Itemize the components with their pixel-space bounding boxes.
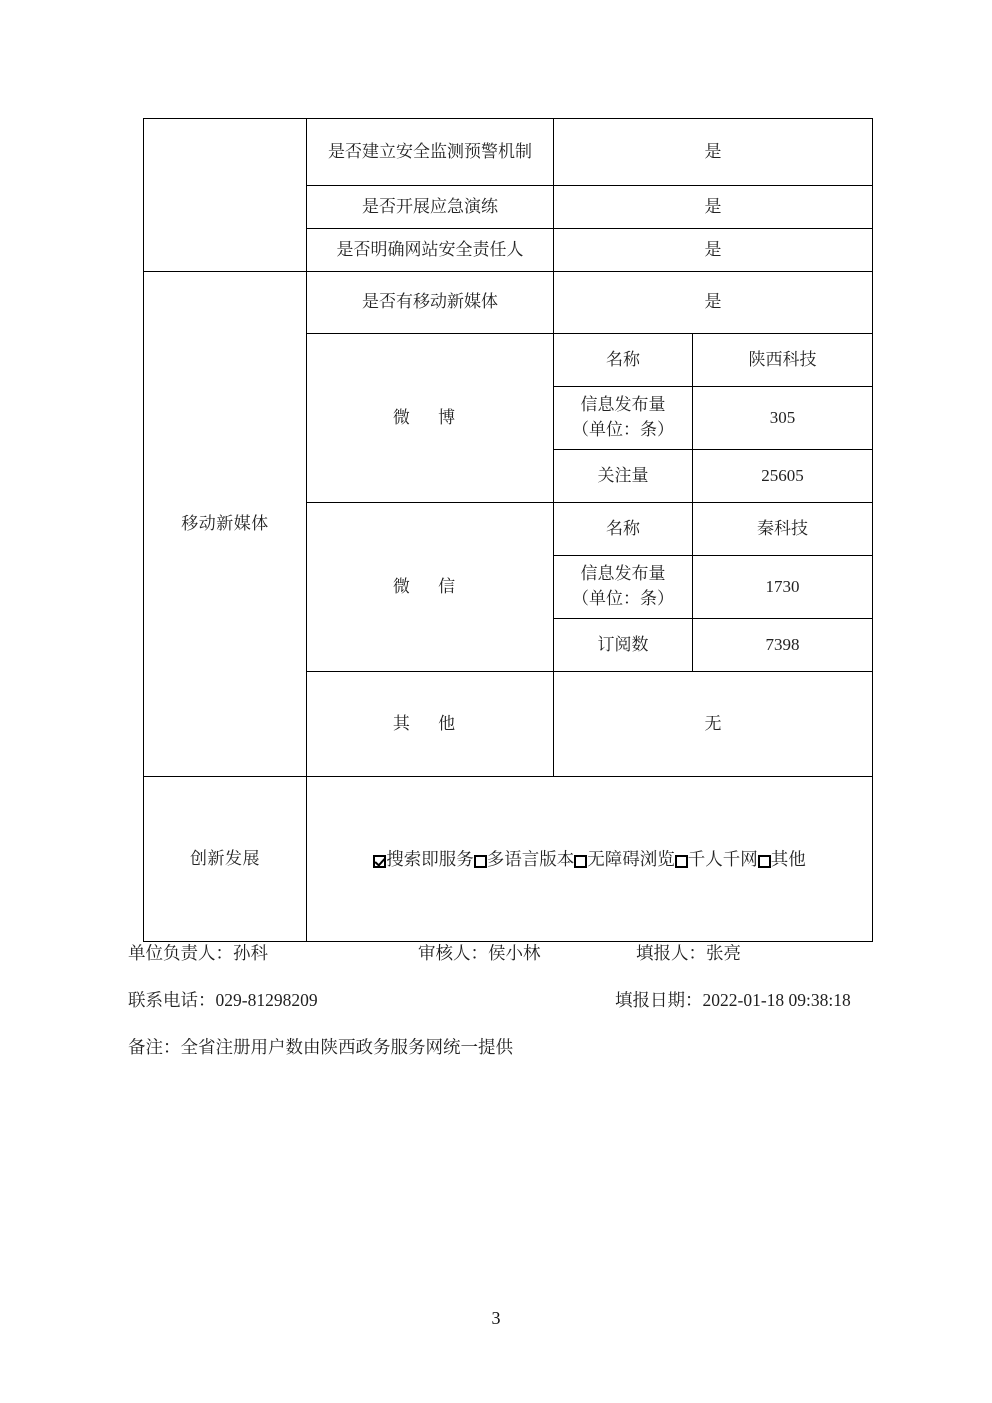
annual-report-form-table xyxy=(143,118,873,942)
weibo-field-name-line2: （单位：条） xyxy=(572,420,674,439)
weibo-field-value: 25605 xyxy=(693,450,873,503)
innovation-checkbox-line xyxy=(311,847,868,872)
innovation-category-label: 创新发展 xyxy=(144,777,307,942)
checkbox-label-search-as-service: 搜索即服务 xyxy=(386,848,474,869)
checkbox-personalized[interactable] xyxy=(675,853,688,870)
checkbox-checked-icon xyxy=(373,855,386,868)
form-footer xyxy=(128,940,918,1081)
wechat-field-value: 1730 xyxy=(693,556,873,619)
wechat-field-name-line1: 信息发布量 xyxy=(580,564,666,584)
wechat-field-name-line2: （单位：条） xyxy=(572,589,674,608)
wechat-field-value: 7398 xyxy=(693,619,873,672)
contact-phone-field: 联系电话：029-81298209 xyxy=(128,990,318,1010)
innovation-options-cell xyxy=(307,777,873,942)
table-row xyxy=(144,272,873,334)
checkbox-label-accessibility: 无障碍浏览 xyxy=(587,848,675,869)
reviewer-field: 审核人：侯小林 xyxy=(418,943,541,963)
wechat-field-value: 秦科技 xyxy=(693,503,873,556)
checkbox-unchecked-icon xyxy=(758,855,771,868)
checkbox-unchecked-icon xyxy=(675,855,688,868)
weibo-field-name xyxy=(554,387,693,450)
checkbox-other[interactable] xyxy=(758,853,771,870)
weibo-field-name-line1: 信息发布量 xyxy=(580,395,666,415)
security-question-label: 是否建立安全监测预警机制 xyxy=(307,119,554,186)
checkbox-accessibility[interactable] xyxy=(574,853,587,870)
security-category-cell xyxy=(144,119,307,272)
security-question-label: 是否开展应急演练 xyxy=(307,186,554,229)
mobile-media-category-label: 移动新媒体 xyxy=(144,272,307,777)
table-row xyxy=(144,777,873,942)
footer-contact-row xyxy=(128,987,918,1034)
security-question-label: 是否明确网站安全责任人 xyxy=(307,229,554,272)
weibo-field-name: 名称 xyxy=(554,334,693,387)
table-row xyxy=(144,119,873,186)
weibo-field-value: 陕西科技 xyxy=(693,334,873,387)
weibo-label: 微 博 xyxy=(307,334,554,503)
wechat-field-name: 订阅数 xyxy=(554,619,693,672)
other-media-value: 无 xyxy=(554,672,873,777)
checkbox-label-multilanguage: 多语言版本 xyxy=(486,848,575,869)
remark-field: 备注：全省注册用户数由陕西政务服务网统一提供 xyxy=(128,1037,513,1057)
wechat-label: 微 信 xyxy=(307,503,554,672)
security-answer-value: 是 xyxy=(554,186,873,229)
has-mobile-media-label: 是否有移动新媒体 xyxy=(307,272,554,334)
wechat-field-name xyxy=(554,556,693,619)
footer-remark-row xyxy=(128,1034,918,1081)
weibo-field-value: 305 xyxy=(693,387,873,450)
security-answer-value: 是 xyxy=(554,119,873,186)
has-mobile-media-value: 是 xyxy=(554,272,873,334)
footer-signature-row xyxy=(128,940,918,987)
checkbox-label-other: 其他 xyxy=(770,848,806,869)
weibo-field-name: 关注量 xyxy=(554,450,693,503)
checkbox-search-as-service[interactable] xyxy=(373,853,386,870)
unit-head-field: 单位负责人：孙科 xyxy=(128,943,268,963)
checkbox-multilanguage[interactable] xyxy=(474,853,487,870)
checkbox-unchecked-icon xyxy=(574,855,587,868)
other-media-label: 其 他 xyxy=(307,672,554,777)
page-number: 3 xyxy=(491,1308,501,1328)
checkbox-label-personalized: 千人千网 xyxy=(687,848,758,869)
checkbox-unchecked-icon xyxy=(474,855,487,868)
reporter-field: 填报人：张亮 xyxy=(636,943,741,963)
report-date-field: 填报日期：2022-01-18 09:38:18 xyxy=(615,990,851,1010)
wechat-field-name: 名称 xyxy=(554,503,693,556)
security-answer-value: 是 xyxy=(554,229,873,272)
